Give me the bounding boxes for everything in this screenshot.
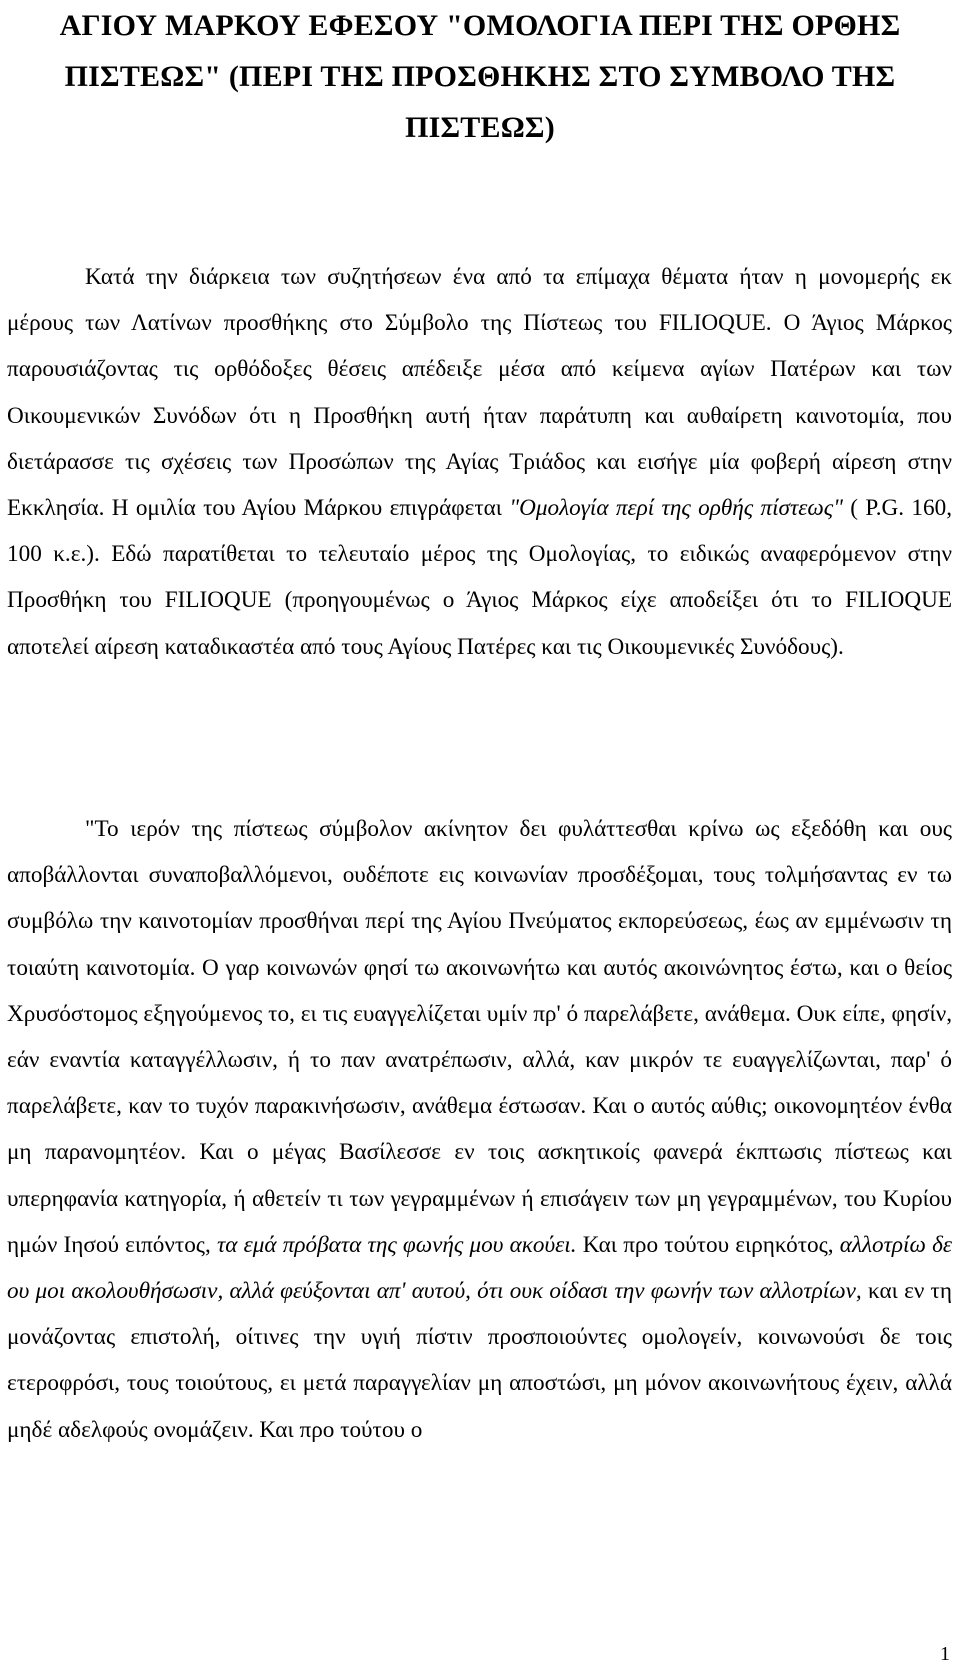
intro-text-part-1: Κατά την διάρκεια των συζητήσεων ένα από τα επίμαχα θέματα ήταν η μονομερής εκ μέρους των Λατίνων προσθήκης στο Σύμβολο της Πίστεως του FILIOQUE. Ο Άγιος Μάρκος παρουσιάζοντας τις ορθόδοξες θέσεις απέδειξε μέσα από κείμενα αγίων Πατέρων και των Οικουμενικών Συνόδων ότι η Προσθήκη αυτή ήταν παράτυπη και αυθαίρετη καινοτομία, που διετάρασσε τις σχέσεις των Προσώπων της Αγίας Τριάδος και εισήγε μία φοβερή αίρεση στην Εκκλησία. Η ομιλία του Αγίου Μάρκου επιγράφεται — [7, 264, 952, 522]
scripture-quote-italic-1: τα εμά πρόβατα της φωνής μου ακούει. — [216, 1231, 577, 1258]
document-title: ΑΓΙΟΥ ΜΑΡΚΟΥ ΕΦΕΣΟΥ "ΟΜΟΛΟΓΙΑ ΠΕΡΙ ΤΗΣ ΟΡΘΗΣ ΠΙΣΤΕΩΣ" (ΠΕΡΙ ΤΗΣ ΠΡΟΣΘΗΚΗΣ ΣΤΟ ΣΥΜΒΟΛΟ ΤΗΣ ΠΙΣΤΕΩΣ) — [59, 9, 901, 144]
quote-section — [7, 806, 952, 1453]
intro-paragraph — [7, 254, 952, 670]
homily-title-italic: "Ομολογία περί της ορθής πίστεως" — [509, 495, 843, 522]
intro-section — [7, 254, 952, 670]
quote-paragraph — [7, 806, 952, 1453]
intro-text-part-2: ( P.G. 160, 100 κ.ε.). Εδώ παρατίθεται το τελευταίο μέρος της Ομολογίας, το ειδικώς αναφερόμενον στην Προσθήκη του FILIOQUE (προηγουμένως ο Άγιος Μάρκος είχε αποδείξει ότι το FILIOQUE αποτελεί αίρεση καταδικαστέα από τους Αγίους Πατέρες και τις Οικουμενικές Συνόδους). — [7, 495, 952, 660]
quote-text-part-3: και εν τη μονάζοντας επιστολή, οίτινες την υγιή πίστιν προσποιούντες ομολογείν, κοινωνούσι δε τοις ετεροφρόσι, τους τοιούτους, ει μετά παραγγελίαν μη αποστώσι, μη μόνον ακοινωνήτους έχειν, αλλά μηδέ αδελφούς ονομάζειν. Και προ τούτου ο — [7, 1278, 952, 1443]
quote-text-part-2: Και προ τούτου ειρηκότος, — [576, 1231, 840, 1258]
page-number: 1 — [940, 1643, 950, 1665]
quote-text-part-1: "Το ιερόν της πίστεως σύμβολον ακίνητον δει φυλάττεσθαι κρίνω ως εξεδόθη και ους αποβάλλονται συναποβαλλόμενοι, ουδέποτε εις κοινωνίαν προσδέξομαι, τους τολμήσαντας εν τω συμβόλω την καινοτομίαν προσθήναι περί της Αγίου Πνεύματος εκπορεύσεως, έως αν εμμένωσιν τη τοιαύτη καινοτομία. Ο γαρ κοινωνών φησί τω ακοινωνήτω και αυτός ακοινώνητος έστω, και ο θείος Χρυσόστομος εξηγούμενος το, ει τις ευαγγελίζεται υμίν πρ' ό παρελάβετε, ανάθεμα. Ουκ είπε, φησίν, εάν εναντία καταγγέλλωσιν, ή το παν ανατρέπωσιν, αλλά, καν μικρόν τε ευαγγελίζωνται, παρ' ό παρελάβετε, καν το τυχόν παρακινήσωσιν, ανάθεμα έστωσαν. Και ο αυτός αύθις; οικονομητέον ένθα μη παρανομητέον. Και ο μέγας Βασίλεσσε εν τοις ασκητικοίς φανερά έκπτωσις πίστεως και υπερηφανία κατηγορία, ή αθετείν τι των γεγραμμένων ή επισάγειν των μη γεγραμμένων, του Κυρίου ημών Ιησού ειπόντος, — [7, 816, 952, 1258]
scripture-quote-italic-2: αλλοτρίω δε ου μοι ακολουθήσωσιν, αλλά φεύξονται απ' αυτού, ότι ουκ οίδασι την φωνήν των αλλοτρίων, — [7, 1231, 952, 1305]
